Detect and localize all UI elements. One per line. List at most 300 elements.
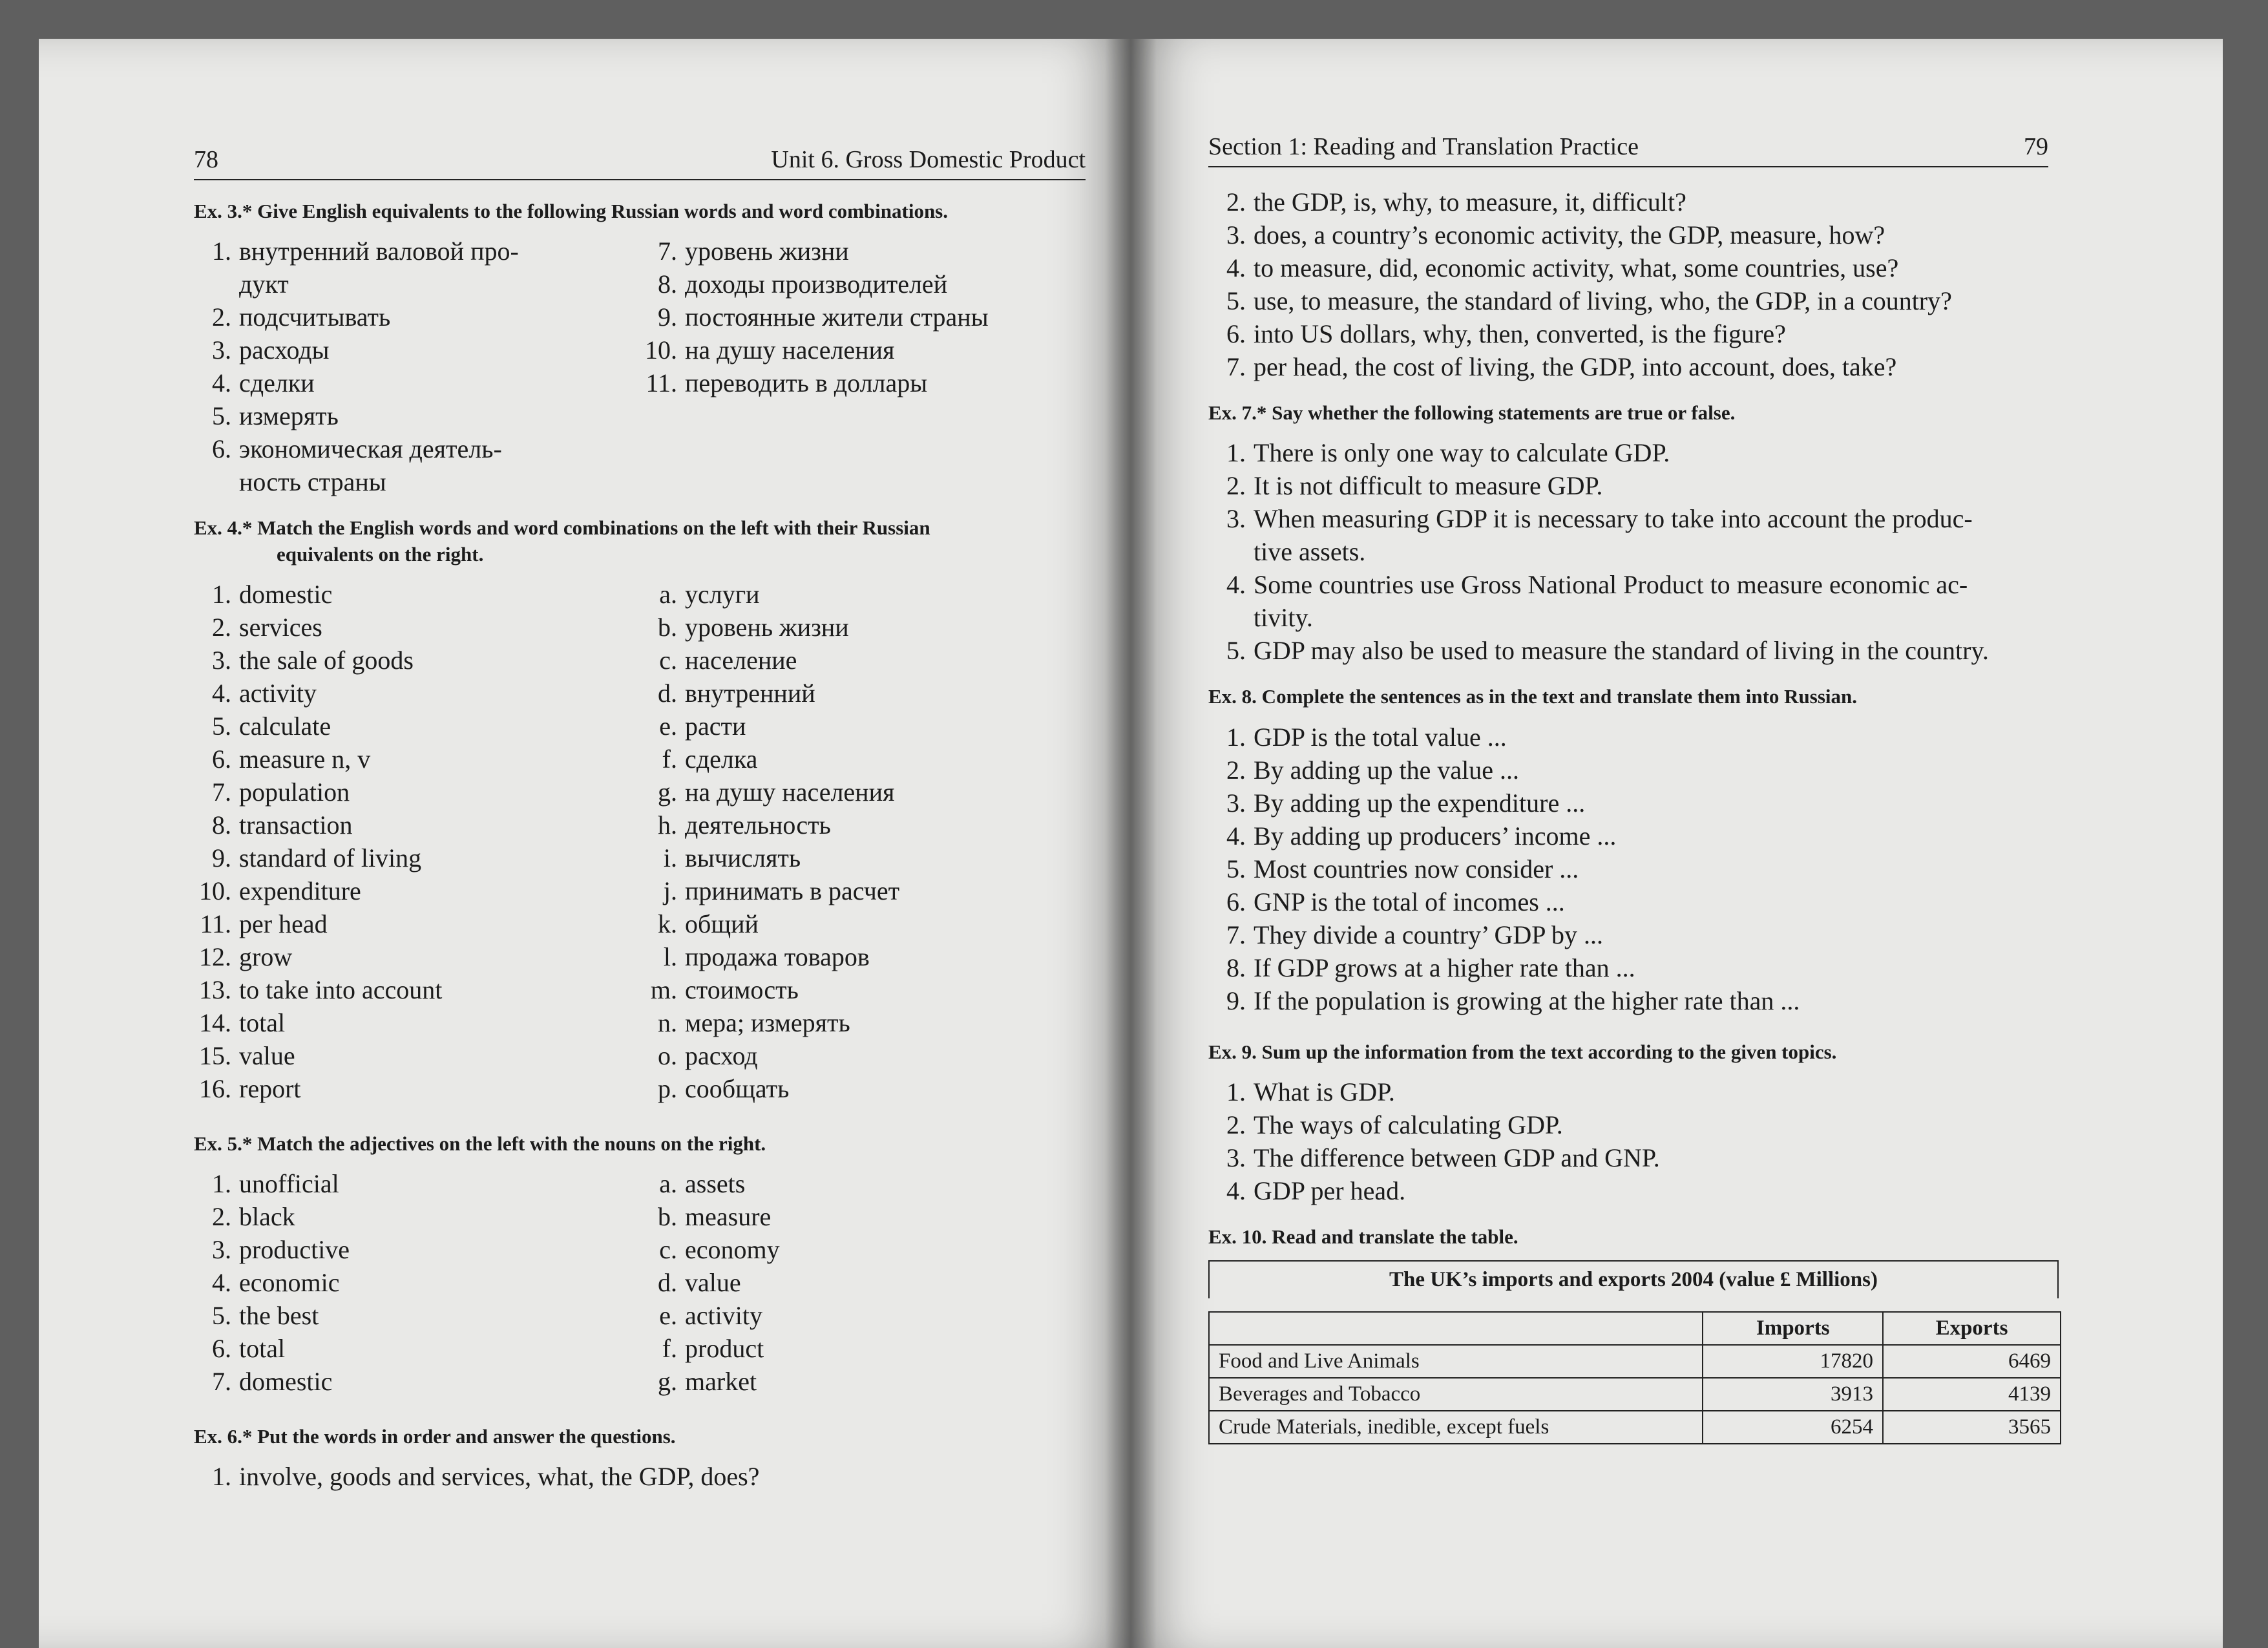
list-item-number: 6. bbox=[212, 434, 231, 464]
list-item bbox=[1208, 436, 2048, 469]
list-item-number: 9. bbox=[1226, 986, 1246, 1015]
list-item-number: 6. bbox=[212, 744, 231, 774]
ex5-title: Ex. 5.* Match the adjectives on the left with the nouns on the right. bbox=[194, 1132, 766, 1155]
list-item-number: 8. bbox=[658, 269, 677, 299]
list-item bbox=[194, 1072, 640, 1105]
list-item-text: уровень жизни bbox=[685, 612, 849, 642]
list-item-text: на душу населения bbox=[685, 777, 895, 807]
list-item-text: per head, the cost of living, the GDP, into account, does, take? bbox=[1254, 352, 1897, 381]
list-item-text: Most countries now consider ... bbox=[1254, 854, 1579, 883]
list-item-number bbox=[1208, 601, 1254, 634]
list-item bbox=[1208, 951, 2048, 984]
ex3-title: Ex. 3.* Give English equivalents to the following Russian words and word combinations. bbox=[194, 200, 948, 222]
list-item-text: expenditure bbox=[239, 876, 361, 905]
list-item-text: экономическая деятель- bbox=[239, 434, 502, 464]
page-number: 78 bbox=[194, 146, 218, 173]
list-item-number: 2. bbox=[212, 612, 231, 642]
table-cell-imports: 17820 bbox=[1703, 1345, 1883, 1378]
list-item-number: 13. bbox=[199, 975, 231, 1004]
list-item-number: 1. bbox=[212, 579, 231, 609]
list-item-number: j. bbox=[663, 876, 677, 905]
list-item bbox=[640, 644, 1086, 677]
list-item bbox=[640, 268, 1086, 301]
list-item bbox=[194, 1233, 640, 1266]
list-item bbox=[1208, 1174, 2048, 1207]
list-item-number: h. bbox=[658, 810, 677, 840]
list-item-text: tive assets. bbox=[1254, 537, 1366, 567]
list-item-text: измерять bbox=[239, 401, 339, 431]
list-item-text: involve, goods and services, what, the GDP, does? bbox=[239, 1462, 760, 1492]
book-gutter bbox=[1105, 39, 1157, 1648]
list-item-text: to take into account bbox=[239, 975, 443, 1004]
list-item bbox=[194, 1266, 640, 1299]
list-item-text: ность страны bbox=[239, 467, 386, 497]
list-item bbox=[194, 1460, 1086, 1493]
table-cell-imports: 6254 bbox=[1703, 1411, 1883, 1444]
list-item-text: вычислять bbox=[685, 843, 801, 872]
list-item bbox=[1208, 469, 2048, 502]
ex4-title bbox=[194, 515, 1086, 567]
list-item-number: 3. bbox=[1226, 504, 1246, 534]
list-item bbox=[640, 1200, 1086, 1233]
list-item-text: black bbox=[239, 1202, 295, 1232]
list-item-number: n. bbox=[658, 1008, 677, 1037]
list-item-number: 3. bbox=[1226, 788, 1246, 818]
list-item bbox=[194, 743, 640, 776]
list-item-number: k. bbox=[658, 909, 677, 938]
table-row bbox=[1209, 1345, 2061, 1378]
list-item-text: Some countries use Gross National Product to measure economic ac- bbox=[1254, 570, 1968, 600]
list-item bbox=[194, 1039, 640, 1072]
table-cell-exports: 3565 bbox=[1883, 1411, 2061, 1444]
list-item bbox=[1208, 218, 2048, 251]
list-item-number: 1. bbox=[212, 1462, 231, 1492]
list-item bbox=[1208, 535, 2048, 568]
list-item-text: value bbox=[685, 1268, 741, 1298]
list-item-number: 4. bbox=[1226, 821, 1246, 850]
list-item-number: f. bbox=[662, 1334, 677, 1364]
list-item bbox=[1208, 1075, 2048, 1108]
list-item-text: внутренний валовой про- bbox=[239, 237, 519, 266]
list-item-number: c. bbox=[659, 645, 677, 675]
table-cell-label: Food and Live Animals bbox=[1209, 1345, 1703, 1378]
table-row bbox=[1209, 1378, 2061, 1411]
list-item bbox=[1208, 502, 2048, 535]
list-item bbox=[194, 874, 640, 907]
list-item-number: 2. bbox=[212, 1202, 231, 1232]
list-item-number: b. bbox=[658, 1202, 677, 1232]
list-item-number: 2. bbox=[1226, 471, 1246, 501]
list-item-number: 12. bbox=[199, 942, 231, 971]
list-item bbox=[640, 1365, 1086, 1398]
list-item-text: GDP per head. bbox=[1254, 1176, 1406, 1205]
list-item-text: It is not difficult to measure GDP. bbox=[1254, 471, 1603, 501]
list-item bbox=[194, 907, 640, 940]
list-item-number: 10. bbox=[645, 335, 677, 365]
list-item-text: the sale of goods bbox=[239, 645, 414, 675]
list-item bbox=[194, 465, 640, 498]
list-item bbox=[1208, 754, 2048, 787]
list-item bbox=[194, 1365, 640, 1398]
list-item bbox=[640, 1167, 1086, 1200]
list-item bbox=[1208, 1141, 2048, 1174]
ex4-title-line2: equivalents on the right. bbox=[277, 542, 484, 565]
table-body bbox=[1209, 1345, 2061, 1444]
list-item-text: market bbox=[685, 1367, 757, 1397]
list-item-number: c. bbox=[659, 1235, 677, 1265]
running-head: Unit 6. Gross Domestic Product bbox=[771, 146, 1086, 173]
list-item-text: services bbox=[239, 612, 322, 642]
list-item-number: d. bbox=[658, 1268, 677, 1298]
list-item-text: By adding up the expenditure ... bbox=[1254, 788, 1586, 818]
list-item-text: measure bbox=[685, 1202, 772, 1232]
list-item bbox=[194, 1200, 640, 1233]
list-item-text: population bbox=[239, 777, 350, 807]
ex6-list bbox=[194, 1460, 1086, 1493]
list-item-text: domestic bbox=[239, 579, 333, 609]
list-item-text: measure n, v bbox=[239, 744, 371, 774]
list-item-number: 2. bbox=[1226, 755, 1246, 785]
list-item bbox=[1208, 317, 2048, 350]
ex9-list bbox=[1208, 1075, 2048, 1207]
list-item-number: 1. bbox=[1226, 438, 1246, 468]
list-item-text: tivity. bbox=[1254, 603, 1313, 633]
list-item-text: total bbox=[239, 1008, 286, 1037]
list-item-number: 15. bbox=[199, 1041, 231, 1070]
list-item bbox=[640, 611, 1086, 644]
list-item bbox=[640, 743, 1086, 776]
ex4-col2 bbox=[640, 578, 1086, 1105]
ex8-list bbox=[1208, 721, 2048, 1017]
list-item bbox=[194, 940, 640, 973]
list-item-text: When measuring GDP it is necessary to take into account the produc- bbox=[1254, 504, 1973, 534]
list-item-number: g. bbox=[658, 1367, 677, 1397]
list-item-text: стоимость bbox=[685, 975, 799, 1004]
ex4-title-line1: Ex. 4.* Match the English words and word combinations on the left with their Russian bbox=[194, 516, 930, 540]
list-item bbox=[194, 578, 640, 611]
list-item bbox=[1208, 984, 2048, 1017]
list-item bbox=[640, 235, 1086, 268]
list-item-text: the GDP, is, why, to measure, it, difficult? bbox=[1254, 187, 1686, 217]
list-item-number: 14. bbox=[199, 1008, 231, 1037]
right-page-content bbox=[1208, 132, 2051, 1444]
list-item bbox=[194, 268, 640, 301]
list-item bbox=[640, 1006, 1086, 1039]
list-item-text: сделка bbox=[685, 744, 758, 774]
list-item-number: 2. bbox=[1226, 1110, 1246, 1139]
ex7-title: Ex. 7.* Say whether the following statements are true or false. bbox=[1208, 401, 1736, 424]
list-item-number: 7. bbox=[212, 1367, 231, 1397]
list-item-text: расход bbox=[685, 1041, 758, 1070]
list-item-number: 5. bbox=[1226, 854, 1246, 883]
list-item-text: What is GDP. bbox=[1254, 1077, 1395, 1106]
list-item bbox=[194, 710, 640, 743]
running-head: Section 1: Reading and Translation Practice bbox=[1208, 133, 1639, 160]
list-item-text: сделки bbox=[239, 368, 315, 398]
list-item-number: 5. bbox=[212, 1301, 231, 1331]
list-item-text: The ways of calculating GDP. bbox=[1254, 1110, 1563, 1139]
list-item-number: 3. bbox=[1226, 220, 1246, 249]
list-item bbox=[640, 333, 1086, 366]
list-item-text: the best bbox=[239, 1301, 319, 1331]
list-item-text: услуги bbox=[685, 579, 760, 609]
list-item bbox=[194, 235, 640, 268]
list-item bbox=[1208, 787, 2048, 819]
list-item-number: 6. bbox=[212, 1334, 231, 1364]
list-item bbox=[640, 1299, 1086, 1332]
list-item-number: 7. bbox=[658, 237, 677, 266]
list-item-number bbox=[1208, 535, 1254, 568]
list-item-text: does, a country’s economic activity, the GDP, measure, how? bbox=[1254, 220, 1885, 249]
list-item-number: 11. bbox=[200, 909, 231, 938]
list-item-text: total bbox=[239, 1334, 286, 1364]
list-item bbox=[640, 1039, 1086, 1072]
list-item-text: to measure, did, economic activity, what, some countries, use? bbox=[1254, 253, 1899, 282]
list-item-text: GNP is the total of incomes ... bbox=[1254, 887, 1565, 916]
list-item-text: report bbox=[239, 1073, 301, 1103]
table-header-cell: Imports bbox=[1703, 1312, 1883, 1345]
list-item bbox=[194, 611, 640, 644]
list-item bbox=[640, 1233, 1086, 1266]
list-item-number: 10. bbox=[199, 876, 231, 905]
list-item bbox=[640, 841, 1086, 874]
list-item-number: 3. bbox=[1226, 1143, 1246, 1172]
list-item-text: standard of living bbox=[239, 843, 422, 872]
list-item-text: economic bbox=[239, 1268, 340, 1298]
list-item-number: m. bbox=[650, 975, 677, 1004]
list-item-text: расходы bbox=[239, 335, 330, 365]
list-item-number: 3. bbox=[212, 335, 231, 365]
list-item-text: economy bbox=[685, 1235, 780, 1265]
list-item-number: 6. bbox=[1226, 319, 1246, 348]
table-header-cell: Exports bbox=[1883, 1312, 2061, 1345]
list-item-number: a. bbox=[659, 1169, 677, 1199]
list-item bbox=[194, 301, 640, 333]
list-item-number: 3. bbox=[212, 1235, 231, 1265]
list-item-number: 16. bbox=[199, 1073, 231, 1103]
ex10-title: Ex. 10. Read and translate the table. bbox=[1208, 1225, 1518, 1248]
list-item-text: unofficial bbox=[239, 1169, 339, 1199]
left-page-content bbox=[194, 145, 1086, 1493]
list-item-number: 11. bbox=[646, 368, 677, 398]
list-item-number: 6. bbox=[1226, 887, 1246, 916]
list-item-text: If the population is growing at the higher rate than ... bbox=[1254, 986, 1800, 1015]
list-item-text: продажа товаров bbox=[685, 942, 870, 971]
list-item-number: e. bbox=[659, 1301, 677, 1331]
list-item-number: 7. bbox=[1226, 352, 1246, 381]
list-item-number: d. bbox=[658, 678, 677, 708]
list-item-number: a. bbox=[659, 579, 677, 609]
list-item-number: p. bbox=[658, 1073, 677, 1103]
list-item-text: If GDP grows at a higher rate than ... bbox=[1254, 953, 1635, 982]
list-item-number: 4. bbox=[1226, 570, 1246, 600]
list-item-text: деятельность bbox=[685, 810, 831, 840]
list-item bbox=[1208, 1108, 2048, 1141]
left-page bbox=[39, 39, 1131, 1648]
list-item-text: GDP may also be used to measure the standard of living in the country. bbox=[1254, 636, 1989, 666]
ex5-list bbox=[194, 1167, 1086, 1398]
ex5-col1 bbox=[194, 1167, 640, 1398]
list-item-number: e. bbox=[659, 711, 677, 741]
list-item bbox=[194, 644, 640, 677]
list-item bbox=[194, 399, 640, 432]
table-cell-imports: 3913 bbox=[1703, 1378, 1883, 1411]
list-item-text: общий bbox=[685, 909, 759, 938]
list-item bbox=[1208, 918, 2048, 951]
list-item-number: 5. bbox=[212, 711, 231, 741]
list-item-number: 1. bbox=[212, 237, 231, 266]
list-item bbox=[640, 973, 1086, 1006]
list-item-number: f. bbox=[662, 744, 677, 774]
list-item bbox=[640, 578, 1086, 611]
ex3-col1 bbox=[194, 235, 640, 498]
list-item-number: 1. bbox=[212, 1169, 231, 1199]
list-item-number: l. bbox=[663, 942, 677, 971]
list-item-text: domestic bbox=[239, 1367, 333, 1397]
list-item-text: calculate bbox=[239, 711, 331, 741]
list-item-text: расти bbox=[685, 711, 746, 741]
list-item bbox=[194, 973, 640, 1006]
list-item-text: assets bbox=[685, 1169, 746, 1199]
table-cell-label: Beverages and Tobacco bbox=[1209, 1378, 1703, 1411]
list-item bbox=[194, 808, 640, 841]
list-item bbox=[1208, 284, 2048, 317]
list-item-text: activity bbox=[685, 1301, 762, 1331]
list-item-number bbox=[194, 465, 239, 498]
left-page-header bbox=[194, 145, 1086, 180]
list-item-text: доходы производителей bbox=[685, 269, 948, 299]
list-item bbox=[1208, 185, 2048, 218]
list-item-text: productive bbox=[239, 1235, 350, 1265]
list-item-number: 5. bbox=[212, 401, 231, 431]
ex6-title: Ex. 6.* Put the words in order and answer the questions. bbox=[194, 1425, 676, 1448]
list-item bbox=[640, 907, 1086, 940]
list-item-text: дукт bbox=[239, 269, 289, 299]
list-item-number: 7. bbox=[212, 777, 231, 807]
table-title: The UK’s imports and exports 2004 (value £ Millions) bbox=[1208, 1260, 2059, 1298]
page-number: 79 bbox=[2024, 133, 2048, 160]
list-item bbox=[194, 366, 640, 399]
list-item-text: постоянные жители страны bbox=[685, 302, 989, 332]
list-item-number: 8. bbox=[1226, 953, 1246, 982]
ex8-title: Ex. 8. Complete the sentences as in the text and translate them into Russian. bbox=[1208, 685, 1858, 708]
list-item bbox=[640, 776, 1086, 808]
list-item-number: g. bbox=[658, 777, 677, 807]
list-item-number: i. bbox=[663, 843, 677, 872]
list-item-text: By adding up producers’ income ... bbox=[1254, 821, 1617, 850]
list-item bbox=[640, 1072, 1086, 1105]
list-item bbox=[640, 874, 1086, 907]
list-item bbox=[194, 432, 640, 465]
list-item-number: 5. bbox=[1226, 636, 1246, 666]
list-item-text: value bbox=[239, 1041, 295, 1070]
list-item bbox=[194, 1006, 640, 1039]
table-header-cell bbox=[1209, 1312, 1703, 1345]
ex3-col2 bbox=[640, 235, 1086, 498]
list-item-number: 2. bbox=[212, 302, 231, 332]
book-spread bbox=[39, 39, 2223, 1648]
list-item bbox=[640, 677, 1086, 710]
list-item bbox=[640, 366, 1086, 399]
list-item bbox=[194, 776, 640, 808]
list-item-number: 4. bbox=[212, 1268, 231, 1298]
list-item-number: 9. bbox=[658, 302, 677, 332]
list-item bbox=[1208, 721, 2048, 754]
list-item-text: уровень жизни bbox=[685, 237, 849, 266]
list-item bbox=[640, 1332, 1086, 1365]
list-item-text: By adding up the value ... bbox=[1254, 755, 1520, 785]
list-item-number: 3. bbox=[212, 645, 231, 675]
list-item bbox=[194, 1299, 640, 1332]
list-item bbox=[194, 841, 640, 874]
ex7-list bbox=[1208, 436, 2048, 667]
ex9-title: Ex. 9. Sum up the information from the text according to the given topics. bbox=[1208, 1040, 1837, 1063]
list-item-text: население bbox=[685, 645, 797, 675]
list-item bbox=[640, 940, 1086, 973]
right-page-header bbox=[1208, 132, 2048, 167]
ex5-col2 bbox=[640, 1167, 1086, 1398]
list-item bbox=[1208, 634, 2048, 667]
list-item bbox=[1208, 568, 2048, 601]
list-item-text: into US dollars, why, then, converted, is the figure? bbox=[1254, 319, 1786, 348]
table-header-row bbox=[1209, 1312, 2061, 1345]
list-item bbox=[640, 808, 1086, 841]
list-item-text: There is only one way to calculate GDP. bbox=[1254, 438, 1670, 468]
list-item bbox=[640, 1266, 1086, 1299]
list-item-number: 4. bbox=[212, 368, 231, 398]
list-item-number: 2. bbox=[1226, 187, 1246, 217]
list-item-number: 4. bbox=[1226, 1176, 1246, 1205]
right-page bbox=[1131, 39, 2223, 1648]
list-item-number: 1. bbox=[1226, 1077, 1246, 1106]
list-item bbox=[194, 1332, 640, 1365]
imports-exports-table bbox=[1208, 1311, 2061, 1444]
list-item-text: GDP is the total value ... bbox=[1254, 722, 1507, 752]
list-item-text: They divide a country’ GDP by ... bbox=[1254, 920, 1603, 949]
list-item-number: 4. bbox=[212, 678, 231, 708]
list-item bbox=[194, 1167, 640, 1200]
list-item-text: принимать в расчет bbox=[685, 876, 900, 905]
list-item-text: transaction bbox=[239, 810, 353, 840]
table-cell-exports: 4139 bbox=[1883, 1378, 2061, 1411]
list-item bbox=[1208, 852, 2048, 885]
list-item bbox=[1208, 601, 2048, 634]
list-item bbox=[194, 333, 640, 366]
list-item-text: activity bbox=[239, 678, 317, 708]
ex6-continued-list bbox=[1208, 185, 2048, 383]
list-item-number: 9. bbox=[212, 843, 231, 872]
list-item-number: 4. bbox=[1226, 253, 1246, 282]
list-item-number: o. bbox=[658, 1041, 677, 1070]
list-item-number: 1. bbox=[1226, 722, 1246, 752]
table-cell-label: Crude Materials, inedible, except fuels bbox=[1209, 1411, 1703, 1444]
ex3-list bbox=[194, 235, 1086, 498]
list-item-text: grow bbox=[239, 942, 293, 971]
list-item bbox=[1208, 819, 2048, 852]
list-item-text: переводить в доллары bbox=[685, 368, 928, 398]
list-item-text: подсчитывать bbox=[239, 302, 391, 332]
list-item-text: use, to measure, the standard of living, who, the GDP, in a country? bbox=[1254, 286, 1952, 315]
list-item-text: product bbox=[685, 1334, 764, 1364]
table-cell-exports: 6469 bbox=[1883, 1345, 2061, 1378]
list-item bbox=[1208, 885, 2048, 918]
table-row bbox=[1209, 1411, 2061, 1444]
ex4-list bbox=[194, 578, 1086, 1105]
list-item-number: 8. bbox=[212, 810, 231, 840]
list-item bbox=[1208, 350, 2048, 383]
ex4-col1 bbox=[194, 578, 640, 1105]
list-item-number: b. bbox=[658, 612, 677, 642]
